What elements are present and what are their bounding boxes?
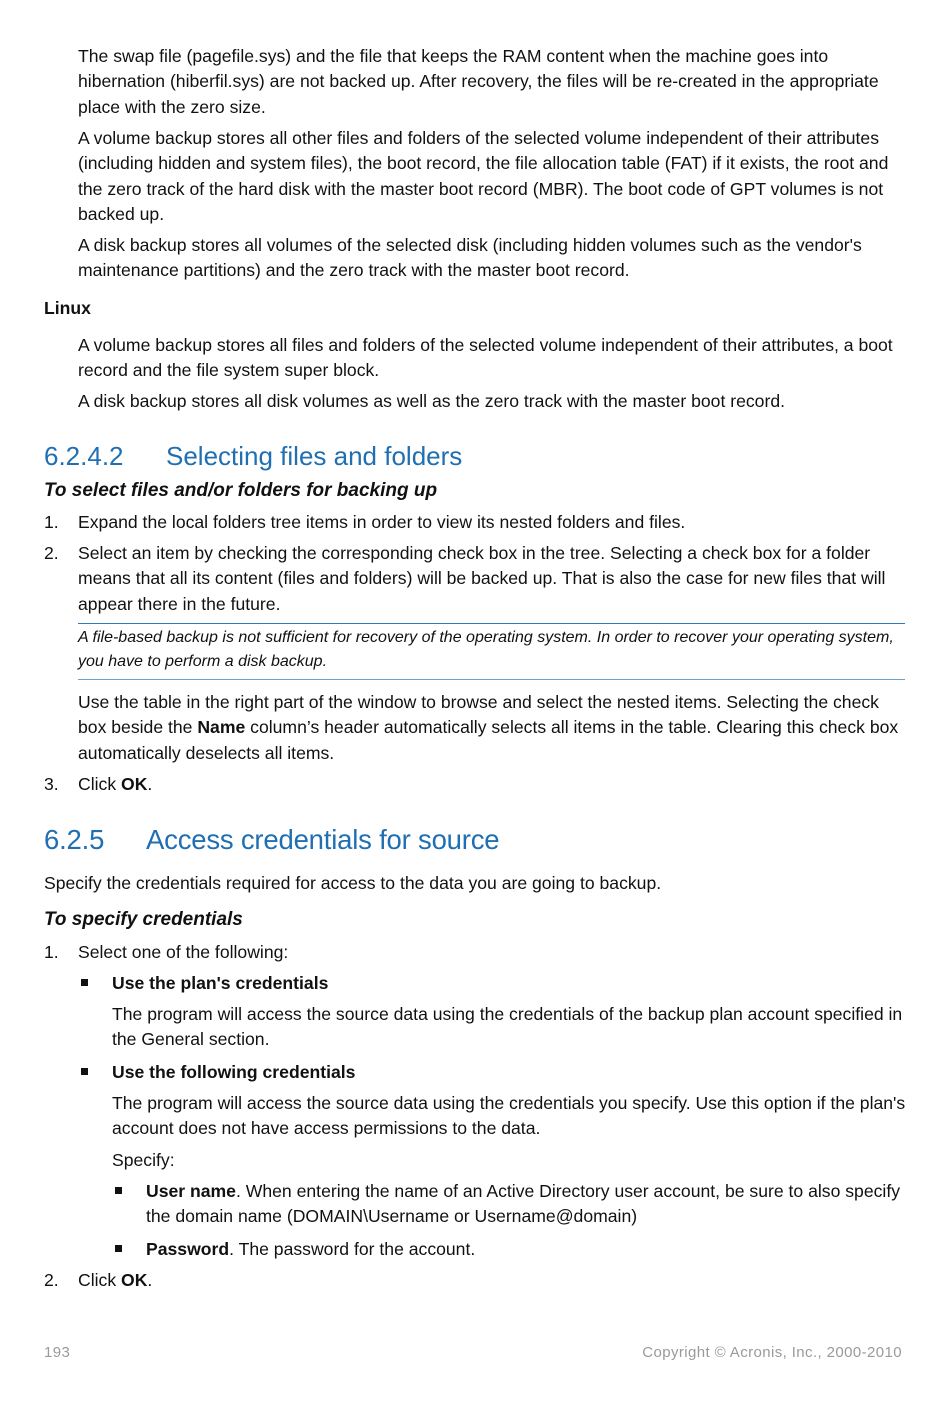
section-title: Access credentials for source — [146, 824, 500, 855]
bold-name: Name — [197, 717, 246, 738]
option-following-credentials-desc: The program will access the source data using the credentials you specify. Use this option if the plan's account does not have access permissions to the data. — [112, 1093, 906, 1139]
item-user-name — [146, 1179, 906, 1230]
step-select-item: Select an item by checking the corresponding check box in the tree. Selecting a check box for a folder means that all its content (files and folders) will be backed up. That is also the case for new files that will appear there in the future. — [78, 543, 886, 614]
step-number: 1. — [44, 512, 59, 532]
step-number: 3. — [44, 774, 59, 794]
paragraph-swap-file: The swap file (pagefile.sys) and the file that keeps the RAM content when the machine goes into hibernation (hiberfil.sys) are not backed up. After recovery, the files will be re-created in the appropriate place with the zero size. — [78, 46, 879, 117]
text-segment: . The password for the account. — [229, 1239, 476, 1259]
page-number: 193 — [44, 1344, 71, 1361]
section-heading-access-credentials — [44, 824, 499, 856]
text-segment: . When entering the name of an Active Directory user account, be sure to also specify the domain name (DOMAIN\Username or Username@domain) — [146, 1181, 901, 1227]
paragraph-disk-backup-windows: A disk backup stores all volumes of the selected disk (including hidden volumes such as the vendor's maintenance partitions) and the zero track with the master boot record. — [78, 235, 862, 281]
paragraph-credentials-intro: Specify the credentials required for access to the data you are going to backup. — [44, 873, 662, 893]
option-plans-credentials-desc: The program will access the source data using the credentials of the backup plan account specified in the General section. — [112, 1004, 903, 1050]
text-segment: Use the table in the right part of the window to browse and select the nested items. Selecting the check box beside the — [78, 692, 879, 738]
procedure-heading-select-files: To select files and/or folders for backing up — [44, 480, 438, 501]
text-segment: Click — [78, 774, 122, 794]
bullet-square-icon — [81, 979, 88, 986]
text-segment: . — [147, 774, 153, 794]
text-segment: . — [147, 1270, 153, 1290]
bold-user-name: User name — [146, 1181, 236, 1201]
step-number: 2. — [44, 543, 59, 563]
section-number: 6.2.5 — [44, 824, 105, 855]
option-following-credentials: Use the following credentials — [112, 1062, 356, 1082]
bold-ok: OK — [121, 1270, 148, 1290]
step-click-ok — [78, 1268, 906, 1293]
step-select-one: Select one of the following: — [78, 942, 289, 962]
specify-label: Specify: — [112, 1150, 175, 1170]
bold-ok: OK — [121, 774, 148, 794]
bullet-square-icon — [81, 1068, 88, 1075]
item-password — [146, 1237, 906, 1262]
paragraph-use-table — [78, 690, 906, 766]
note-box — [78, 623, 905, 680]
step-number: 1. — [44, 942, 59, 962]
note-text: A file-based backup is not sufficient for recovery of the operating system. In order to recover your operating system, you have to perform a disk backup. — [78, 629, 894, 670]
step-expand-tree: Expand the local folders tree items in order to view its nested folders and files. — [78, 512, 686, 532]
bullet-square-icon — [115, 1245, 122, 1252]
bullet-square-icon — [115, 1187, 122, 1194]
section-heading-selecting-files — [44, 441, 462, 471]
step-number: 2. — [44, 1270, 59, 1290]
text-segment: Click — [78, 1270, 122, 1290]
paragraph-disk-backup-linux: A disk backup stores all disk volumes as well as the zero track with the master boot record. — [78, 391, 785, 411]
copyright: Copyright © Acronis, Inc., 2000-2010 — [642, 1344, 902, 1361]
option-plans-credentials: Use the plan's credentials — [112, 973, 329, 993]
text-segment: column’s header automatically selects all items in the table. Clearing this check box automatically deselects all items. — [78, 717, 899, 763]
bold-password: Password — [146, 1239, 230, 1259]
paragraph-volume-backup-linux: A volume backup stores all files and folders of the selected volume independent of their attributes, a boot record and the file system super block. — [78, 335, 893, 381]
section-title: Selecting files and folders — [166, 441, 463, 471]
step-click-ok — [78, 772, 906, 797]
paragraph-volume-backup-windows: A volume backup stores all other files and folders of the selected volume independent of their attributes (including hidden and system files), the boot record, the file allocation table (FAT) if it exists, the root and the zero track of the hard disk with the master boot record (MBR). The boot code of GPT volumes is not backed up. — [78, 128, 889, 225]
linux-heading: Linux — [44, 298, 91, 318]
section-number: 6.2.4.2 — [44, 441, 124, 471]
procedure-heading-specify-credentials: To specify credentials — [44, 909, 243, 930]
